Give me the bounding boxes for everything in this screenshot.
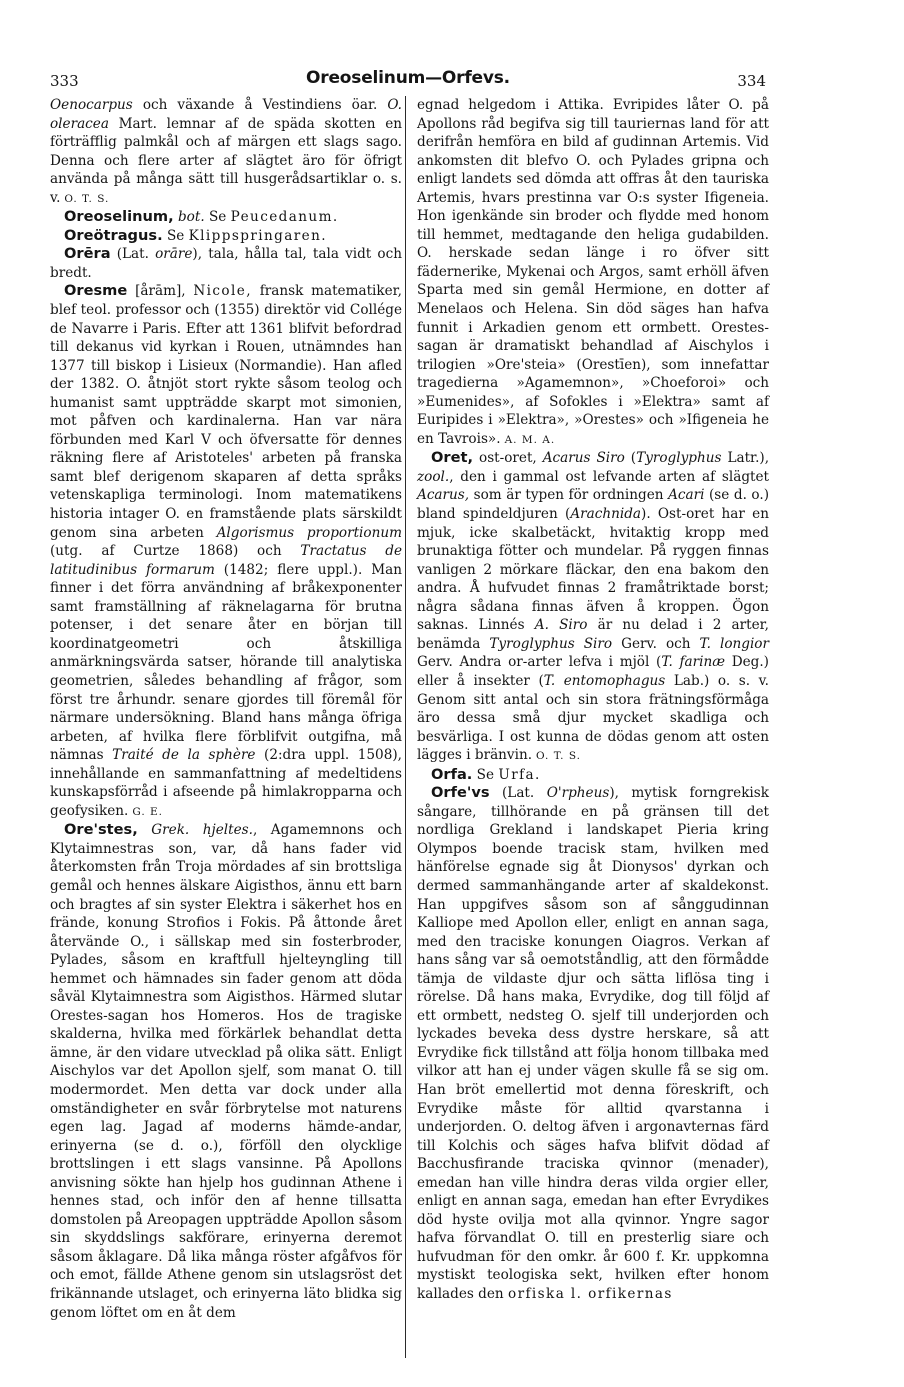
entry-text: som är typen för ordningen	[469, 487, 669, 504]
italic-term: bot.	[177, 209, 205, 226]
entry-headword: Orfe'vs	[431, 784, 490, 802]
spaced-reference: Klippspringaren.	[188, 227, 327, 244]
spaced-reference: Nicole,	[193, 283, 252, 300]
entry-text: [årām],	[127, 283, 194, 300]
entry-headword: Ore'stes,	[64, 821, 138, 839]
entry-headword: Oresme	[64, 282, 128, 300]
entry-text: Latr.),	[721, 450, 770, 467]
entry-text: (se d. o.) bland spindeldjuren (	[417, 487, 769, 523]
entry-text: (utg. af Curtze 1868) och	[50, 543, 301, 560]
entry-text	[138, 822, 152, 838]
spaced-reference: orfiska l. orfikernas	[508, 1286, 673, 1302]
italic-term: Tractatus de latitudinibus formarum	[50, 543, 402, 578]
italic-term: A. Siro	[534, 617, 588, 634]
italic-term: O. oleracea	[50, 97, 402, 132]
entry-text: ). Ost-oret har en mjuk, icke skalbetäckt, hvitaktig kropp med brunaktiga fötter och mundelar. På ryggen finnas vanligen 2 mörkare fläckar, den ena bakom den andra. Å hufvudet finnas 2 framåtriktade borst; några sådana finnas äfven å kroppen. Ögon saknas. Linnés	[417, 506, 769, 634]
left-column	[50, 96, 402, 1322]
dictionary-entry	[417, 766, 769, 785]
dictionary-entry	[50, 821, 402, 1322]
italic-term: T. longior	[699, 635, 769, 652]
entry-headword: Oret,	[431, 449, 474, 467]
entry-text: Se	[162, 227, 189, 244]
entry-headword: Oreötragus.	[64, 226, 163, 244]
entry-text: Gerv. och	[612, 635, 700, 652]
italic-term: T. farinæ	[661, 654, 725, 671]
italic-term: T. entomophagus	[543, 672, 666, 689]
italic-term: orāre	[155, 246, 193, 263]
entry-text: Mart. lemnar af de späda skotten en förträfflig palmkål och af märgen ett slags sago. Denna och flere arter af slägtet äro för öfrigt använda på många sätt till husgerådsartiklar o. s. v.	[50, 115, 402, 206]
entry-text: Deg.) eller å insekter (	[417, 654, 769, 689]
dictionary-entry	[50, 208, 402, 227]
dictionary-entry	[50, 227, 402, 246]
italic-term: zool.	[417, 468, 450, 485]
entry-text: (2:dra uppl. 1508), innehållande en sammanfattning af medeltidens kunskapsförråd i afseende på himlakropparna och geofysiken.	[50, 747, 402, 819]
italic-term: Acari	[668, 487, 705, 504]
spaced-reference: Urfa.	[498, 766, 541, 783]
dictionary-entry	[50, 245, 402, 282]
author-signature: A. M. A.	[504, 433, 556, 446]
italic-term: Acarus,	[417, 487, 470, 504]
entry-headword: Orfa.	[431, 765, 473, 783]
dictionary-entry	[417, 784, 769, 1303]
italic-term: Traité de la sphère	[112, 747, 256, 764]
italic-term: Algorismus proportionum	[216, 524, 402, 541]
entry-text: (Lat.	[110, 246, 156, 263]
dictionary-entry	[417, 449, 769, 765]
running-title: Oreoselinum—Orfevs.	[306, 68, 510, 88]
entry-text: ost-oret,	[473, 450, 543, 467]
entry-text: Gerv. Andra or-arter lefva i mjöl (	[417, 654, 662, 671]
entry-text: Se	[472, 766, 499, 783]
entry-text: , den i gammal ost lefvande arten af slägtet	[449, 468, 769, 485]
italic-term: Grek. hjeltes.	[151, 822, 253, 839]
right-column	[417, 96, 769, 1304]
page-header	[50, 66, 766, 96]
entry-text: Se	[204, 209, 231, 226]
italic-term: Acarus Siro	[542, 450, 625, 467]
italic-term: Oenocarpus	[50, 97, 133, 113]
author-signature: G. E.	[132, 805, 164, 818]
column-divider	[405, 96, 406, 1358]
entry-text: egnad helgedom i Attika. Evripides låter O. på Apollons råd begifva sig till tauriernas land för att derifrån hemföra en bild af gudinnan Artemis. Vid ankomsten dit blefvo O. och Pylades gripna och enligt landets sed dömda att offras åt den tauriska Artemis, hvars prestinna var O:s syster Ifigeneia. Hon igenkände sin broder och flydde med honom till hemmet, medtagande den heliga gudabilden. O. herskade sedan länge i ro öfver sitt fädernerike, Mykenai och Argos, samt erhöll äfven Sparta med sin gemål Hermione, en dotter af Menelaos och Helena. Sin död säges han hafva funnit i Arkadien genom ett ormbett. Orestes-sagan är dramatiskt behandlad af Aischylos i trilogien »Ore'steia» (Orestīen), som innefattar tragedierna »Agamemnon», »Choeforoi» och »Eumenides», af Sofokles i »Elektra» samt af Euripides i »Elektra», »Orestes» och »Ifigeneia he en Tavrois».	[417, 97, 769, 447]
entry-text: fransk matematiker, blef teol. professor och (1355) direktör vid Collége de Navarre i Paris. Efter att 1361 blifvit befordrad till dekanus vid kyrkan i Rouen, utnämndes han 1377 till biskop i Lisieux (Normandie). Han afled der 1382. O. åtnjöt stort rykte såsom teolog och humanist samt uppträdde skarpt mot simonien, mot påfven och kardinalerna. Han var nära förbunden med Karl V och öfversatte för dennes räkning flere af Aristoteles' arbeten på franska samt blef derigenom skaparen af detta språks vetenskapliga terminologi. Inom matematikens historia intager O. en framstående plats särskildt genom sina arbeten	[50, 283, 402, 541]
entry-text: ), tala, hålla tal, tala vidt och bredt.	[50, 246, 402, 281]
italic-term: Tyroglyphus	[636, 450, 722, 467]
dictionary-entry	[50, 282, 402, 821]
author-signature: O. T. S.	[64, 192, 110, 205]
italic-term: Tyroglyphus Siro	[489, 635, 613, 652]
entry-text: (Lat.	[489, 785, 547, 802]
entry-text: ), mytisk forngrekisk sångare, tillhörande en på gränsen till det nordliga Grekland i landskapet Pieria kring Olympos boende tracisk stam, hvilken med hänförelse egnade sig åt Dionysos' dyrkan och dermed sammanhängande arter af skaldekonst. Han uppgifves såsom son af sånggudinnan Kalliope med Apollon eller, enligt en annan saga, med den traciske konungen Oiagros. Verkan af hans sång var så oemotståndlig, att den förmådde tämja de vildaste djur och sätta liflösa ting i rörelse. Då hans maka, Evrydike, dog till följd af ett ormbett, nedsteg O. sjelf till underjorden och lyckades beveka dess dystre herskare, så att Evrydike fick tillstånd att följa honom tillbaka med vilkor att han ej under vägen skulle få se sig om. Han bröt emellertid mot denna föreskrift, och Evrydike måste för alltid qvarstanna i underjorden. O. deltog äfven i argonavternas färd till Kolchis och säges hafva blifvit dödad af Bacchusfirande traciska qvinnor (menader), emedan han ville hindra deras vilda orgier eller, enligt en annan saga, emedan han efter Evrydikes död hyste ovilja mot alla qvinnor. Yngre sagor hafva förvandlat O. till en presterlig siare och hufvudman för den omkr. år 600 f. Kr. uppkomna mystiskt teologiska sekt, hvilken efter honom kallades den	[417, 785, 769, 1302]
spaced-reference: Peucedanum.	[230, 209, 339, 226]
entry-text: och växande å Vestindiens öar.	[132, 97, 388, 113]
italic-term: O'rpheus	[546, 785, 610, 802]
dictionary-entry	[417, 96, 769, 449]
dictionary-entry	[50, 96, 402, 208]
italic-term: Arachnida	[570, 506, 642, 523]
entry-text: (1482; flere uppl.). Man finner i det förra användning af bråkexponenter samt framställning af räknelagarna för brutna potenser, i det senare åter en början till koordinatgeometri och åtskilliga anmärkningsvärda satser, hörande till analytiska geometrien, således behandling af frågor, som först tre århundr. senare gjordes till föremål för närmare undersökning. Bland hans många öfriga arbeten, af hvilka flere förblifvit outgifna, må nämnas	[50, 561, 402, 764]
author-signature: O. T. S.	[536, 750, 581, 763]
entry-text: är nu delad i 2 arter, benämda	[417, 617, 769, 652]
entry-headword: Oreoselinum,	[64, 208, 174, 226]
entry-text: , Agamemnons och Klytaimnestras son, var, då hans fader vid återkomsten från Troja mördades af sin brottsliga gemål och hennes älskare Aigisthos, ännu ett barn och bragtes af sin syster Elektra i säkerhet hos en frände, konung Strofios i Fokis. På åttonde året återvände O., i sällskap med sin fosterbroder, Pylades, såsom en kraftfull hjelteyngling till hemmet och hämnades sin fader genom att döda såväl Klytaimnestra som Aigisthos. Härmed slutar Orestes-sagan hos Homeros. Hos de tragiske skalderna, hvilka med förkärlek behandlat detta ämne, är den vidare utvecklad på olika sätt. Enligt Aischylos var det Apollon sjelf, som manat O. till modermordet. Men detta var dock under alla omständigheter en svår förbrytelse mot naturens egen lag. Jagad af moderns hämde-andar, erinyerna (se d. o.), förföll den olycklige brottslingen i ett slags vansinne. På Apollons anvisning sökte han hjelp hos gudinnan Athene i hennes stad, och inför den af henne tillsatta domstolen på Areopagen uppträdde Apollon såsom sin skyddslings sakförare, erinyerna deremot såsom åklagare. Då lika många röster afgåfvos för och emot, fällde Athene genom sin utslagsröst det frikännande utslaget, och erinyerna läto blidka sig genom löftet om en åt dem	[50, 822, 402, 1321]
right-page-number: 334	[737, 72, 766, 90]
left-page-number: 333	[50, 72, 79, 90]
entry-text: Lab.) o. s. v. Genom sitt antal och sin stora frätningsförmåga äro dessa små djur mycket skadliga och besvärliga. I ost kunna de dödas genom att osten lägges i bränvin.	[417, 672, 769, 764]
entry-headword: Orēra	[64, 245, 111, 263]
entry-text: (	[624, 450, 637, 467]
